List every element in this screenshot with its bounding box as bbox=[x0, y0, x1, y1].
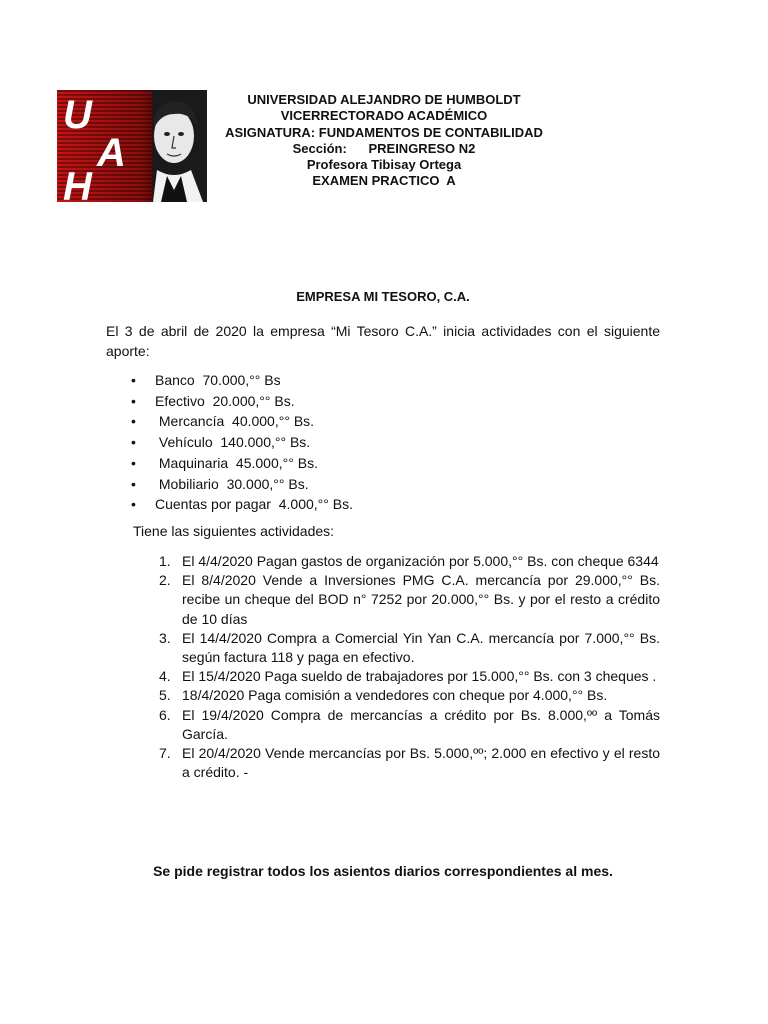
intro-paragraph: El 3 de abril de 2020 la empresa “Mi Tesoro C.A.” inicia actividades con el siguiente aporte: bbox=[106, 323, 660, 359]
uah-logo-graphic bbox=[57, 90, 207, 202]
bullet-icon: • bbox=[131, 372, 136, 388]
list-item: 2. El 8/4/2020 Vende a Inversiones PMG C.A. mercancía por 29.000,°° Bs. recibe un cheque del BOD n° 7252 por 20.000,°° Bs. y por el resto a crédito de 10 días bbox=[159, 572, 660, 627]
bullet-icon: • bbox=[131, 434, 136, 451]
list-item: 5. 18/4/2020 Paga comisión a vendedores con cheque por 4.000,°° Bs. bbox=[159, 687, 608, 704]
asset-list bbox=[131, 370, 353, 515]
list-item: • Banco 70.000,°° Bs bbox=[131, 370, 353, 391]
company-title: EMPRESA MI TESORO, C.A. bbox=[296, 289, 470, 304]
header-subject: ASIGNATURA: FUNDAMENTOS DE CONTABILIDAD bbox=[225, 124, 543, 140]
list-item: 3. El 14/4/2020 Compra a Comercial Yin Yan C.A. mercancía por 7.000,°° Bs. según factura 118 y paga en efectivo. bbox=[159, 629, 660, 666]
bullet-icon: • bbox=[131, 392, 136, 409]
portrait-figure bbox=[152, 90, 207, 202]
list-item: • Efectivo 20.000,°° Bs. bbox=[131, 391, 353, 412]
bullet-icon: • bbox=[131, 454, 136, 471]
university-logo bbox=[57, 90, 207, 202]
logo-letter-h: H bbox=[63, 165, 92, 202]
list-item: • Mobiliario 30.000,°° Bs. bbox=[131, 474, 353, 495]
list-item: • Cuentas por pagar 4.000,°° Bs. bbox=[131, 494, 353, 515]
list-item: • Mercancía 40.000,°° Bs. bbox=[131, 411, 353, 432]
activities-heading: Tiene las siguientes actividades: bbox=[133, 523, 335, 539]
activities-list bbox=[155, 552, 660, 782]
bullet-icon: • bbox=[131, 475, 136, 492]
list-item: 7. El 20/4/2020 Vende mercancías por Bs. 5.000,ºº; 2.000 en efectivo y el resto a crédito. - bbox=[159, 745, 660, 781]
logo-letter-a: A bbox=[97, 131, 126, 175]
list-item: 1. El 4/4/2020 Pagan gastos de organización por 5.000,°° Bs. con cheque 6344 bbox=[159, 553, 659, 569]
bullet-icon: • bbox=[131, 413, 136, 430]
list-item: • Vehículo 140.000,°° Bs. bbox=[131, 432, 353, 453]
header-university: UNIVERSIDAD ALEJANDRO DE HUMBOLDT bbox=[247, 92, 521, 107]
document-header bbox=[212, 92, 556, 190]
logo-letter-u: U bbox=[63, 93, 92, 137]
header-vicerrectorado: VICERRECTORADO ACADÉMICO bbox=[280, 108, 488, 124]
header-exam-title: EXAMEN PRACTICO A bbox=[312, 173, 456, 189]
header-professor: Profesora Tibisay Ortega bbox=[306, 157, 462, 173]
header-section: Sección: PREINGRESO N2 bbox=[292, 140, 476, 156]
bullet-icon: • bbox=[131, 496, 136, 513]
list-item: • Maquinaria 45.000,°° Bs. bbox=[131, 453, 353, 474]
list-item: 6. El 19/4/2020 Compra de mercancías a crédito por Bs. 8.000,ºº a Tomás García. bbox=[159, 706, 660, 742]
list-item: 4. El 15/4/2020 Paga sueldo de trabajadores por 15.000,°° Bs. con 3 cheques . bbox=[159, 668, 657, 685]
instruction-footer: Se pide registrar todos los asientos diarios correspondientes al mes. bbox=[153, 863, 613, 879]
